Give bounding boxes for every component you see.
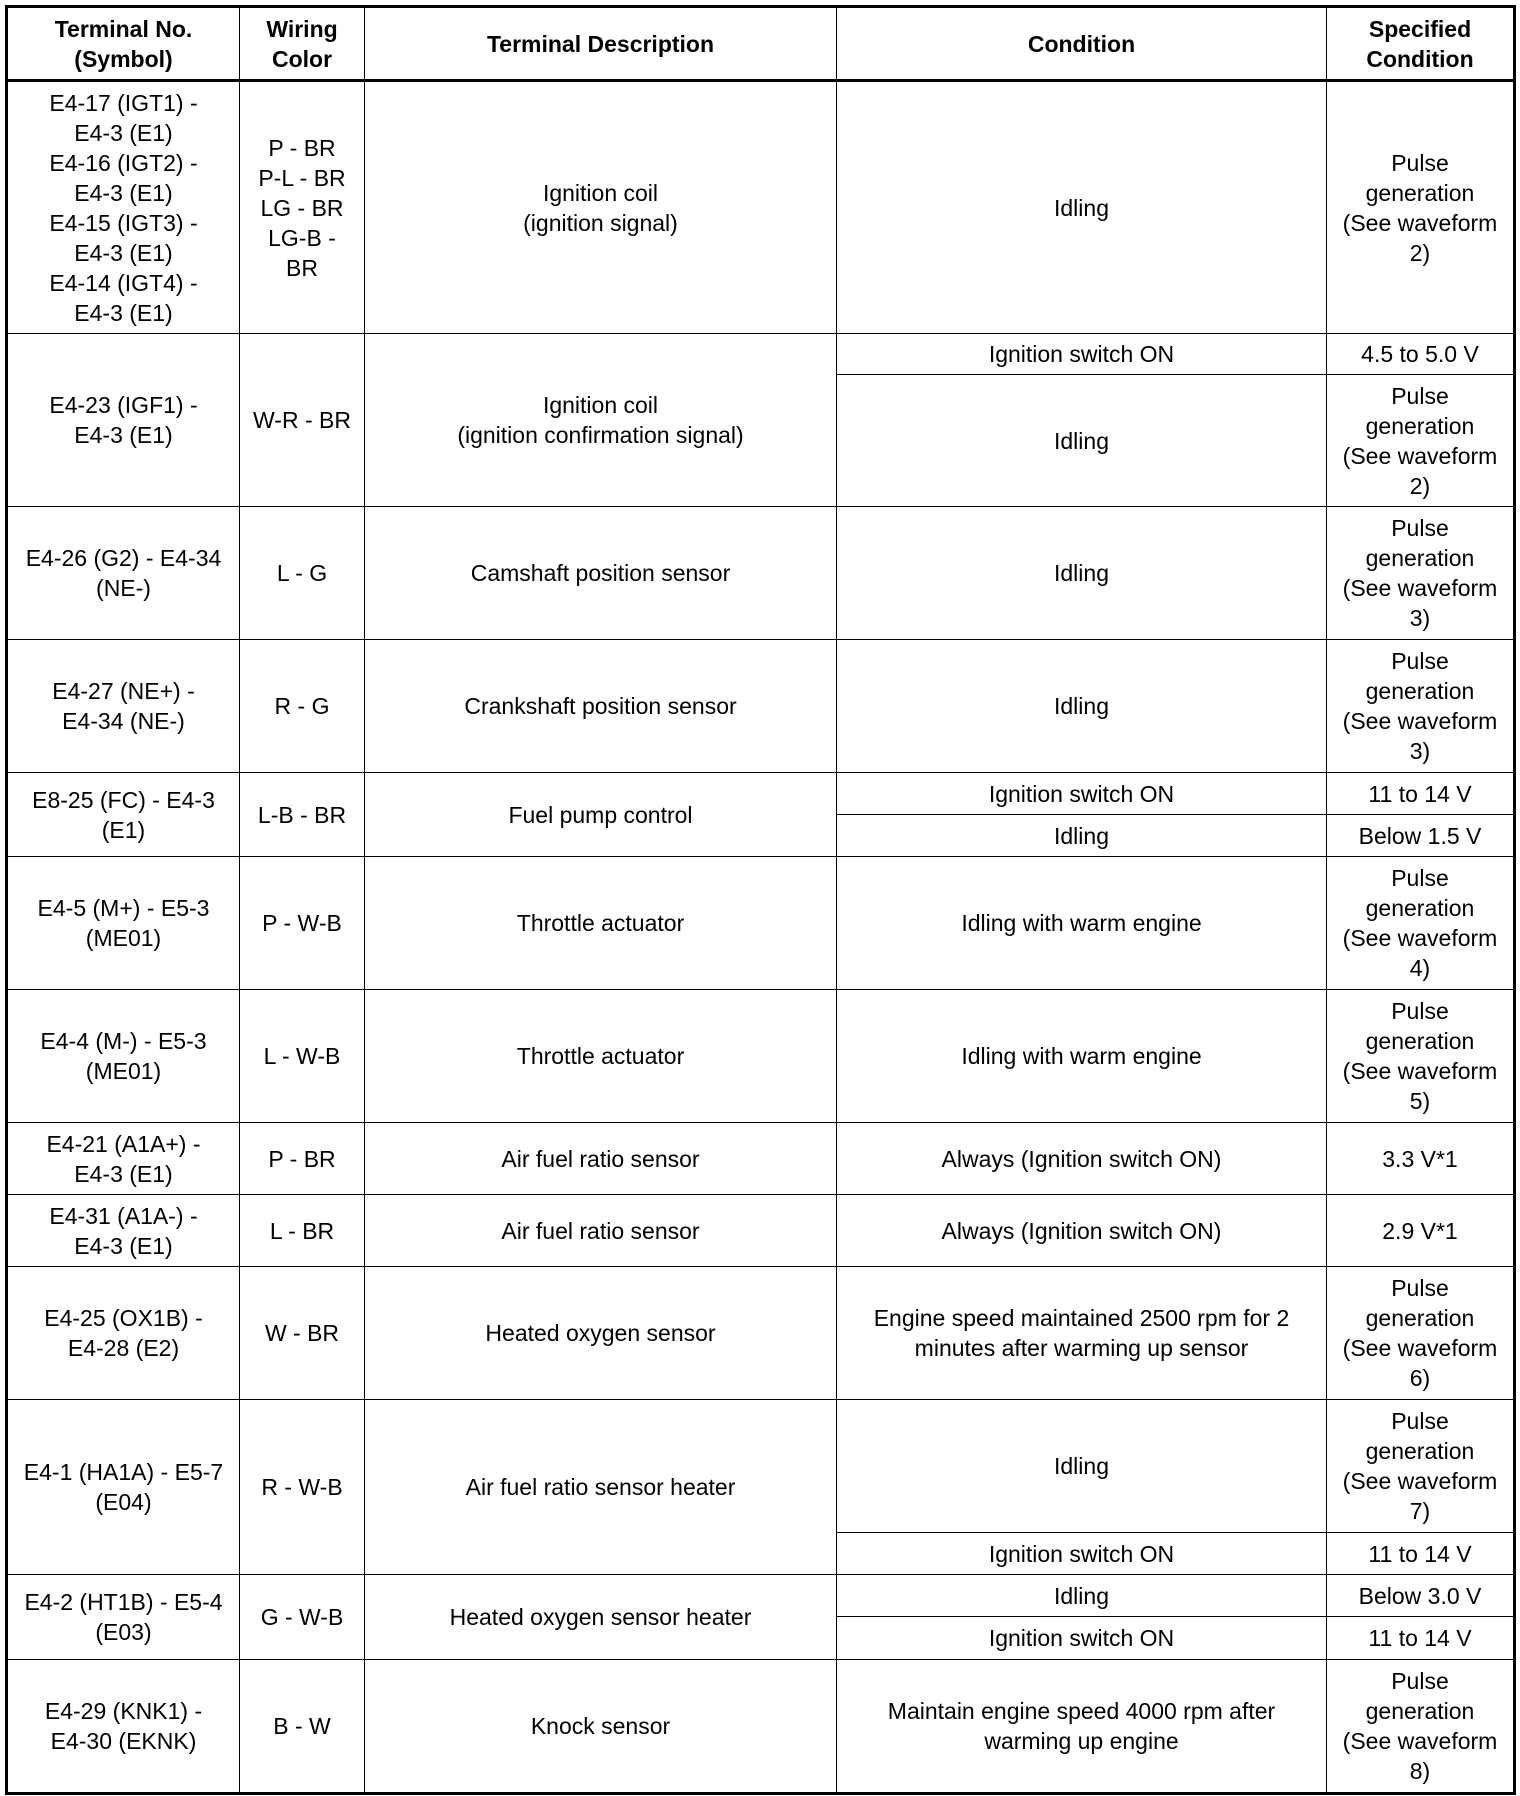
- table-row: [7, 1575, 1515, 1617]
- description-cell: Fuel pump control: [365, 773, 837, 857]
- specified-cell: Below 1.5 V: [1327, 815, 1515, 857]
- header-specified: Specified Condition: [1327, 7, 1515, 81]
- terminal-cell: E4-23 (IGF1) - E4-3 (E1): [7, 334, 240, 507]
- wiring-cell: W-R - BR: [240, 334, 365, 507]
- wiring-cell: P - W-B: [240, 857, 365, 990]
- wiring-cell: P - BR: [240, 1123, 365, 1195]
- condition-cell: Always (Ignition switch ON): [837, 1195, 1327, 1267]
- specified-cell: Pulse generation (See waveform 5): [1327, 990, 1515, 1123]
- description-cell: Camshaft position sensor: [365, 507, 837, 640]
- wiring-cell: B - W: [240, 1660, 365, 1794]
- condition-cell: Engine speed maintained 2500 rpm for 2 minutes after warming up sensor: [837, 1267, 1327, 1400]
- specified-cell: Below 3.0 V: [1327, 1575, 1515, 1617]
- specified-cell: Pulse generation (See waveform 3): [1327, 640, 1515, 773]
- wiring-cell: L - W-B: [240, 990, 365, 1123]
- terminal-cell: E4-2 (HT1B) - E5-4 (E03): [7, 1575, 240, 1660]
- terminal-cell: E4-29 (KNK1) - E4-30 (EKNK): [7, 1660, 240, 1794]
- condition-cell: Ignition switch ON: [837, 773, 1327, 815]
- terminal-cell: E4-1 (HA1A) - E5-7 (E04): [7, 1400, 240, 1575]
- description-cell: Heated oxygen sensor: [365, 1267, 837, 1400]
- wiring-cell: G - W-B: [240, 1575, 365, 1660]
- header-condition: Condition: [837, 7, 1327, 81]
- description-cell: Throttle actuator: [365, 990, 837, 1123]
- header-terminal: Terminal No. (Symbol): [7, 7, 240, 81]
- specified-cell: 4.5 to 5.0 V: [1327, 334, 1515, 375]
- description-cell: Heated oxygen sensor heater: [365, 1575, 837, 1660]
- header-wiring: Wiring Color: [240, 7, 365, 81]
- description-cell: Knock sensor: [365, 1660, 837, 1794]
- description-cell: Crankshaft position sensor: [365, 640, 837, 773]
- specified-cell: 2.9 V*1: [1327, 1195, 1515, 1267]
- table-row: [7, 640, 1515, 773]
- terminal-cell: E4-21 (A1A+) - E4-3 (E1): [7, 1123, 240, 1195]
- wiring-cell: R - W-B: [240, 1400, 365, 1575]
- specified-cell: Pulse generation (See waveform 6): [1327, 1267, 1515, 1400]
- table-row: [7, 1660, 1515, 1794]
- specified-cell: Pulse generation (See waveform 7): [1327, 1400, 1515, 1533]
- condition-cell: Idling: [837, 1575, 1327, 1617]
- description-cell: Air fuel ratio sensor: [365, 1195, 837, 1267]
- header-description: Terminal Description: [365, 7, 837, 81]
- table-row: [7, 990, 1515, 1123]
- wiring-cell: L - BR: [240, 1195, 365, 1267]
- specified-cell: Pulse generation (See waveform 3): [1327, 507, 1515, 640]
- condition-cell: Maintain engine speed 4000 rpm after warming up engine: [837, 1660, 1327, 1794]
- condition-cell: Idling: [837, 1400, 1327, 1533]
- condition-cell: Ignition switch ON: [837, 334, 1327, 375]
- condition-cell: Idling: [837, 375, 1327, 507]
- table-row: [7, 1400, 1515, 1533]
- terminal-cell: E4-26 (G2) - E4-34 (NE-): [7, 507, 240, 640]
- wiring-cell: W - BR: [240, 1267, 365, 1400]
- condition-cell: Idling: [837, 815, 1327, 857]
- description-cell: Air fuel ratio sensor heater: [365, 1400, 837, 1575]
- terminal-cell: E4-31 (A1A-) - E4-3 (E1): [7, 1195, 240, 1267]
- terminal-cell: E4-17 (IGT1) - E4-3 (E1) E4-16 (IGT2) - E4-3 (E1) E4-15 (IGT3) - E4-3 (E1) E4-14 (IGT4) - E4-3 (E1): [7, 81, 240, 334]
- specified-cell: Pulse generation (See waveform 2): [1327, 81, 1515, 334]
- specified-cell: 11 to 14 V: [1327, 773, 1515, 815]
- condition-cell: Idling: [837, 507, 1327, 640]
- condition-cell: Idling: [837, 640, 1327, 773]
- description-cell: Air fuel ratio sensor: [365, 1123, 837, 1195]
- condition-cell: Idling with warm engine: [837, 857, 1327, 990]
- table-row: [7, 334, 1515, 375]
- table-row: [7, 507, 1515, 640]
- specified-cell: 11 to 14 V: [1327, 1617, 1515, 1660]
- condition-cell: Idling: [837, 81, 1327, 334]
- condition-cell: Ignition switch ON: [837, 1617, 1327, 1660]
- table-row: [7, 1267, 1515, 1400]
- wiring-cell: P - BR P-L - BR LG - BR LG-B - BR: [240, 81, 365, 334]
- table-row: [7, 1123, 1515, 1195]
- condition-cell: Ignition switch ON: [837, 1533, 1327, 1575]
- table-row: [7, 857, 1515, 990]
- terminal-cell: E4-5 (M+) - E5-3 (ME01): [7, 857, 240, 990]
- terminal-cell: E4-25 (OX1B) - E4-28 (E2): [7, 1267, 240, 1400]
- specified-cell: 3.3 V*1: [1327, 1123, 1515, 1195]
- table-body: [7, 81, 1515, 1794]
- specified-cell: 11 to 14 V: [1327, 1533, 1515, 1575]
- description-cell: Ignition coil (ignition confirmation signal): [365, 334, 837, 507]
- condition-cell: Always (Ignition switch ON): [837, 1123, 1327, 1195]
- description-cell: Ignition coil (ignition signal): [365, 81, 837, 334]
- terminal-cell: E4-4 (M-) - E5-3 (ME01): [7, 990, 240, 1123]
- terminal-cell: E8-25 (FC) - E4-3 (E1): [7, 773, 240, 857]
- table-row: [7, 1195, 1515, 1267]
- header-row: [7, 7, 1515, 81]
- table-row: [7, 773, 1515, 815]
- specified-cell: Pulse generation (See waveform 4): [1327, 857, 1515, 990]
- terminal-cell: E4-27 (NE+) - E4-34 (NE-): [7, 640, 240, 773]
- wiring-cell: L - G: [240, 507, 365, 640]
- description-cell: Throttle actuator: [365, 857, 837, 990]
- table-row: [7, 81, 1515, 334]
- wiring-cell: L-B - BR: [240, 773, 365, 857]
- specified-cell: Pulse generation (See waveform 8): [1327, 1660, 1515, 1794]
- wiring-cell: R - G: [240, 640, 365, 773]
- terminal-table: [5, 5, 1516, 1795]
- condition-cell: Idling with warm engine: [837, 990, 1327, 1123]
- specified-cell: Pulse generation (See waveform 2): [1327, 375, 1515, 507]
